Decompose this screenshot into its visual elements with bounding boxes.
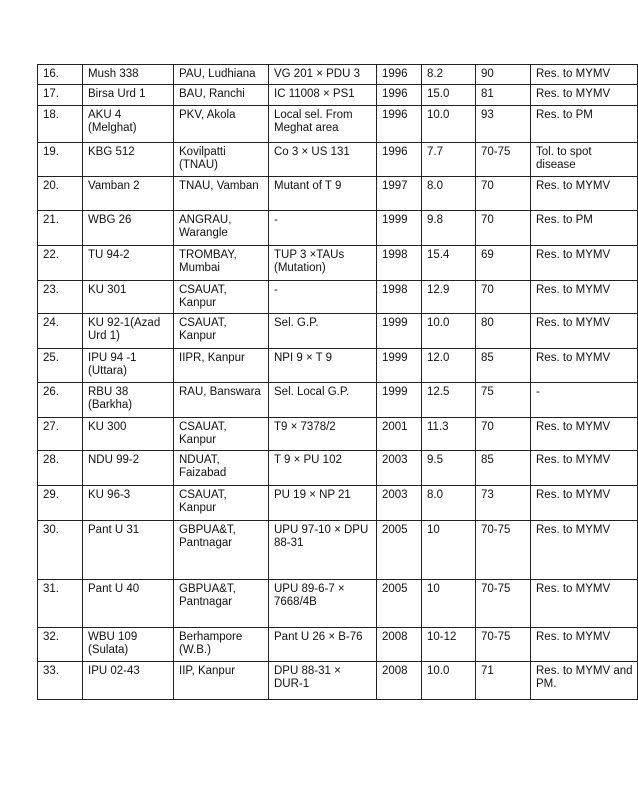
yield-cell: 9.5 (422, 450, 476, 485)
year-cell: 1996 (377, 105, 422, 142)
serial-number-cell: 22. (38, 245, 83, 280)
pedigree-cell: TUP 3 ×TAUs (Mutation) (269, 245, 377, 280)
institute-cell: GBPUA&T, Pantnagar (174, 520, 269, 579)
table-row (38, 417, 638, 450)
maturity-cell: 70-75 (476, 627, 531, 661)
yield-cell: 12.9 (422, 280, 476, 313)
table-row (38, 661, 638, 699)
pedigree-cell: - (269, 280, 377, 313)
table-row (38, 142, 638, 176)
pedigree-cell: UPU 89-6-7 × 7668/4B (269, 579, 377, 627)
remarks-cell: Res. to MYMV and PM. (531, 661, 638, 699)
year-cell: 2003 (377, 450, 422, 485)
pedigree-cell: UPU 97-10 × DPU 88-31 (269, 520, 377, 579)
table-row (38, 627, 638, 661)
institute-cell: NDUAT, Faizabad (174, 450, 269, 485)
pedigree-cell: DPU 88-31 × DUR-1 (269, 661, 377, 699)
table-row (38, 84, 638, 105)
table-row (38, 176, 638, 210)
remarks-cell: Res. to MYMV (531, 450, 638, 485)
pedigree-cell: NPI 9 × T 9 (269, 348, 377, 382)
remarks-cell: Res. to MYMV (531, 245, 638, 280)
variety-cell: Pant U 40 (83, 579, 174, 627)
maturity-cell: 70 (476, 176, 531, 210)
maturity-cell: 85 (476, 348, 531, 382)
institute-cell: TROMBAY, Mumbai (174, 245, 269, 280)
institute-cell: CSAUAT, Kanpur (174, 485, 269, 520)
variety-cell: NDU 99-2 (83, 450, 174, 485)
variety-cell: IPU 02-43 (83, 661, 174, 699)
remarks-cell: - (531, 382, 638, 417)
year-cell: 2005 (377, 579, 422, 627)
year-cell: 1996 (377, 142, 422, 176)
serial-number-cell: 23. (38, 280, 83, 313)
variety-cell: TU 94-2 (83, 245, 174, 280)
pedigree-cell: T 9 × PU 102 (269, 450, 377, 485)
table-row (38, 579, 638, 627)
yield-cell: 8.0 (422, 176, 476, 210)
institute-cell: RAU, Banswara (174, 382, 269, 417)
serial-number-cell: 31. (38, 579, 83, 627)
table-row (38, 348, 638, 382)
variety-cell: AKU 4 (Melghat) (83, 105, 174, 142)
remarks-cell: Res. to MYMV (531, 313, 638, 348)
year-cell: 2003 (377, 485, 422, 520)
year-cell: 1996 (377, 65, 422, 85)
serial-number-cell: 30. (38, 520, 83, 579)
variety-cell: Vamban 2 (83, 176, 174, 210)
serial-number-cell: 20. (38, 176, 83, 210)
institute-cell: ANGRAU, Warangle (174, 210, 269, 245)
year-cell: 1999 (377, 313, 422, 348)
variety-cell: Mush 338 (83, 65, 174, 85)
year-cell: 1999 (377, 382, 422, 417)
institute-cell: GBPUA&T, Pantnagar (174, 579, 269, 627)
yield-cell: 10-12 (422, 627, 476, 661)
maturity-cell: 81 (476, 84, 531, 105)
pedigree-cell: PU 19 × NP 21 (269, 485, 377, 520)
maturity-cell: 70 (476, 210, 531, 245)
table-row (38, 245, 638, 280)
table-row (38, 520, 638, 579)
pedigree-cell: T9 × 7378/2 (269, 417, 377, 450)
serial-number-cell: 33. (38, 661, 83, 699)
pedigree-cell: IC 11008 × PS1 (269, 84, 377, 105)
serial-number-cell: 16. (38, 65, 83, 85)
variety-cell: KU 300 (83, 417, 174, 450)
yield-cell: 15.0 (422, 84, 476, 105)
remarks-cell: Res. to MYMV (531, 84, 638, 105)
remarks-cell: Res. to PM (531, 105, 638, 142)
year-cell: 2008 (377, 627, 422, 661)
remarks-cell: Tol. to spot disease (531, 142, 638, 176)
yield-cell: 11.3 (422, 417, 476, 450)
remarks-cell: Res. to MYMV (531, 65, 638, 85)
pedigree-cell: Pant U 26 × B-76 (269, 627, 377, 661)
remarks-cell: Res. to MYMV (531, 520, 638, 579)
remarks-cell: Res. to MYMV (531, 579, 638, 627)
table-row (38, 210, 638, 245)
maturity-cell: 70 (476, 417, 531, 450)
year-cell: 2001 (377, 417, 422, 450)
maturity-cell: 90 (476, 65, 531, 85)
maturity-cell: 70 (476, 280, 531, 313)
institute-cell: TNAU, Vamban (174, 176, 269, 210)
pedigree-cell: VG 201 × PDU 3 (269, 65, 377, 85)
maturity-cell: 70-75 (476, 142, 531, 176)
yield-cell: 10 (422, 520, 476, 579)
serial-number-cell: 26. (38, 382, 83, 417)
table-row (38, 485, 638, 520)
serial-number-cell: 19. (38, 142, 83, 176)
serial-number-cell: 28. (38, 450, 83, 485)
variety-cell: KU 96-3 (83, 485, 174, 520)
variety-cell: IPU 94 -1 (Uttara) (83, 348, 174, 382)
yield-cell: 10.0 (422, 661, 476, 699)
yield-cell: 10.0 (422, 105, 476, 142)
remarks-cell: Res. to MYMV (531, 176, 638, 210)
maturity-cell: 93 (476, 105, 531, 142)
institute-cell: PKV, Akola (174, 105, 269, 142)
pedigree-cell: Sel. Local G.P. (269, 382, 377, 417)
maturity-cell: 85 (476, 450, 531, 485)
institute-cell: Kovilpatti (TNAU) (174, 142, 269, 176)
institute-cell: IIPR, Kanpur (174, 348, 269, 382)
serial-number-cell: 29. (38, 485, 83, 520)
pedigree-cell: - (269, 210, 377, 245)
year-cell: 1997 (377, 176, 422, 210)
year-cell: 1999 (377, 348, 422, 382)
variety-cell: KU 301 (83, 280, 174, 313)
serial-number-cell: 21. (38, 210, 83, 245)
yield-cell: 12.0 (422, 348, 476, 382)
serial-number-cell: 17. (38, 84, 83, 105)
maturity-cell: 70-75 (476, 520, 531, 579)
serial-number-cell: 32. (38, 627, 83, 661)
remarks-cell: Res. to MYMV (531, 417, 638, 450)
table-body (38, 65, 638, 700)
pedigree-cell: Mutant of T 9 (269, 176, 377, 210)
yield-cell: 15.4 (422, 245, 476, 280)
institute-cell: CSAUAT, Kanpur (174, 417, 269, 450)
table-row (38, 280, 638, 313)
remarks-cell: Res. to PM (531, 210, 638, 245)
table-row (38, 450, 638, 485)
variety-cell: KU 92-1(Azad Urd 1) (83, 313, 174, 348)
maturity-cell: 73 (476, 485, 531, 520)
maturity-cell: 75 (476, 382, 531, 417)
institute-cell: CSAUAT, Kanpur (174, 280, 269, 313)
maturity-cell: 71 (476, 661, 531, 699)
year-cell: 1999 (377, 210, 422, 245)
serial-number-cell: 18. (38, 105, 83, 142)
yield-cell: 9.8 (422, 210, 476, 245)
year-cell: 1998 (377, 280, 422, 313)
institute-cell: IIP, Kanpur (174, 661, 269, 699)
remarks-cell: Res. to MYMV (531, 485, 638, 520)
table-row (38, 65, 638, 85)
institute-cell: PAU, Ludhiana (174, 65, 269, 85)
variety-table (37, 64, 638, 700)
variety-cell: Pant U 31 (83, 520, 174, 579)
maturity-cell: 70-75 (476, 579, 531, 627)
maturity-cell: 69 (476, 245, 531, 280)
variety-cell: KBG 512 (83, 142, 174, 176)
year-cell: 2008 (377, 661, 422, 699)
maturity-cell: 80 (476, 313, 531, 348)
year-cell: 1998 (377, 245, 422, 280)
yield-cell: 7.7 (422, 142, 476, 176)
institute-cell: CSAUAT, Kanpur (174, 313, 269, 348)
variety-cell: RBU 38 (Barkha) (83, 382, 174, 417)
institute-cell: BAU, Ranchi (174, 84, 269, 105)
yield-cell: 10.0 (422, 313, 476, 348)
pedigree-cell: Co 3 × US 131 (269, 142, 377, 176)
variety-cell: WBG 26 (83, 210, 174, 245)
year-cell: 2005 (377, 520, 422, 579)
table-row (38, 313, 638, 348)
yield-cell: 10 (422, 579, 476, 627)
pedigree-cell: Sel. G.P. (269, 313, 377, 348)
variety-cell: WBU 109 (Sulata) (83, 627, 174, 661)
table-row (38, 105, 638, 142)
serial-number-cell: 24. (38, 313, 83, 348)
serial-number-cell: 27. (38, 417, 83, 450)
remarks-cell: Res. to MYMV (531, 627, 638, 661)
pedigree-cell: Local sel. From Meghat area (269, 105, 377, 142)
year-cell: 1996 (377, 84, 422, 105)
yield-cell: 8.2 (422, 65, 476, 85)
variety-cell: Birsa Urd 1 (83, 84, 174, 105)
table-row (38, 382, 638, 417)
remarks-cell: Res. to MYMV (531, 348, 638, 382)
yield-cell: 12.5 (422, 382, 476, 417)
institute-cell: Berhampore (W.B.) (174, 627, 269, 661)
serial-number-cell: 25. (38, 348, 83, 382)
remarks-cell: Res. to MYMV (531, 280, 638, 313)
yield-cell: 8.0 (422, 485, 476, 520)
